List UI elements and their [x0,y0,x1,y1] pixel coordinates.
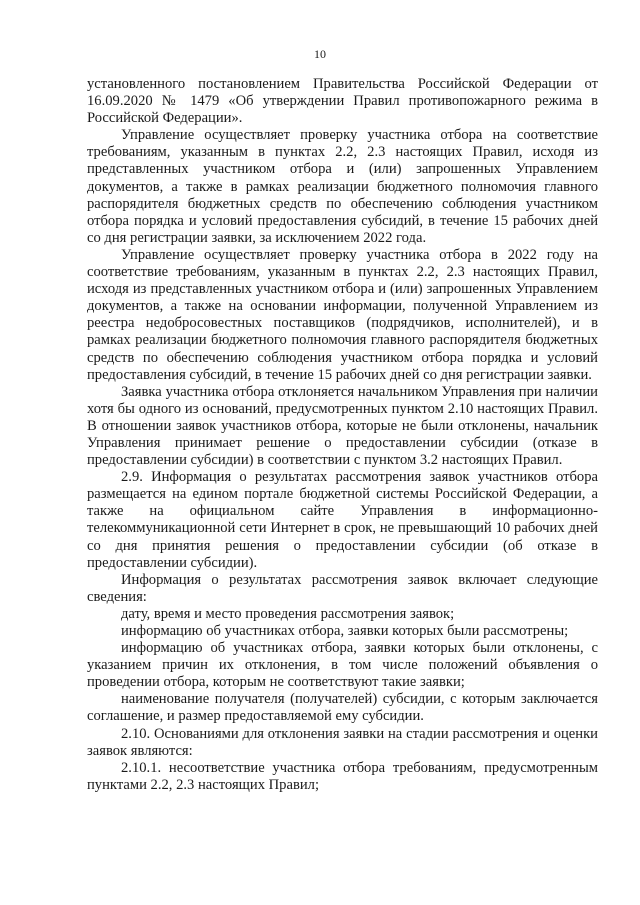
paragraph-application-rejection: Заявка участника отбора отклоняется начальником Управления при наличии хотя бы одного из оснований, предусмотренных пунктом 2.10 настоящих Правил. В отношении заявок участников отбора, которые не были отклонены, начальник Управления принимает решение о предоставлении субсидии (отказе в предоставлении субсидии) в соответствии с пунктом 3.2 настоящих Правил. [87,383,598,469]
paragraph-2-10-1-nonconformity: 2.10.1. несоответствие участника отбора требованиям, предусмотренным пунктами 2.2, 2.3 настоящих Правил; [87,759,598,793]
list-item-rejected-participants: информацию об участниках отбора, заявки которых были отклонены, с указанием причин их отклонения, в том числе положений объявления о проведении отбора, которым не соответствуют такие заявки; [87,640,598,691]
paragraph-verification-2022: Управление осуществляет проверку участника отбора в 2022 году на соответствие требованиям, указанным в пунктах 2.2, 2.3 настоящих Правил, исходя из представленных участником отбора и (или) запрошенных Управлением документов, а также на основании информации, полученной Управлением из реестра недобросовестных поставщиков (подрядчиков, исполнителей), и в рамках реализации бюджетного полномочия главного распорядителя бюджетных средств по обеспечению соблюдения участником отбора порядка и условий предоставления субсидий, в течение 15 рабочих дней со дня регистрации заявки. [87,246,598,383]
paragraph-2-10-rejection-grounds: 2.10. Основаниями для отклонения заявки на стадии рассмотрения и оценки заявок являются: [87,725,598,759]
paragraph-continuation: установленного постановлением Правительства Российской Федерации от 16.09.2020 № 1479 «Об утверждении Правил противопожарного режима в Российской Федерации». [87,76,598,127]
paragraph-results-contents: Информация о результатах рассмотрения заявок включает следующие сведения: [87,571,598,605]
document-body [87,76,598,794]
paragraph-2-9-results-publication: 2.9. Информация о результатах рассмотрения заявок участников отбора размещается на едином портале бюджетной системы Российской Федерации, а также на официальном сайте Управления в информационно-телекоммуникационной сети Интернет в срок, не превышающий 10 рабочих дней со дня принятия решения о предоставлении субсидии (об отказе в предоставлении субсидии). [87,469,598,571]
list-item-recipient-name: наименование получателя (получателей) субсидии, с которым заключается соглашение, и размер предоставляемой ему субсидии. [87,691,598,725]
list-item-date-time-place: дату, время и место проведения рассмотрения заявок; [121,605,455,622]
page-number: 10 [314,47,326,61]
list-item-reviewed-participants: информацию об участниках отбора, заявки которых были рассмотрены; [121,623,569,639]
paragraph-verification-general: Управление осуществляет проверку участника отбора на соответствие требованиям, указанным в пунктах 2.2, 2.3 настоящих Правил, исходя из представленных участником отбора и (или) запрошенных Управлением документов, а также в рамках реализации бюджетного полномочия главного распорядителя бюджетных средств по обеспечению соблюдения участником отбора порядка и условий предоставления субсидий, в течение 15 рабочих дней со дня регистрации заявки, за исключением 2022 года. [87,127,598,246]
